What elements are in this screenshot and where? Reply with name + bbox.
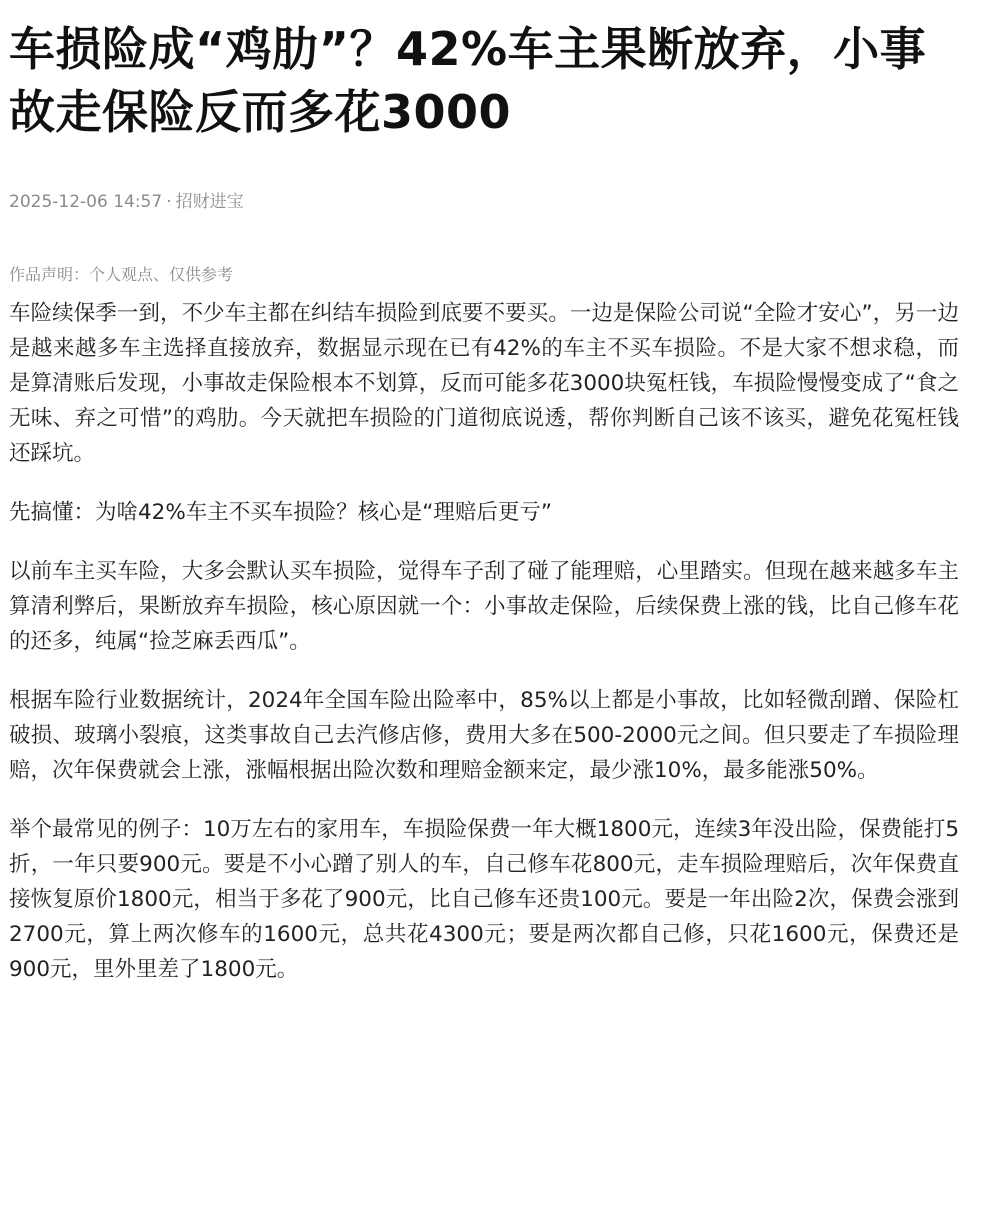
section-heading: 先搞懂：为啥42%车主不买车损险？核心是“理赔后更亏”	[9, 500, 553, 525]
paragraph-intro: 车险续保季一到，不少车主都在纠结车损险到底要不要买。一边是保险公司说“全险才安心”，另一边是越来越多车主选择直接放弃，数据显示现在已有42%的车主不买车损险。不是大家不想求稳，而是算清账后发现，小事故走保险根本不划算，反而可能多花3000块冤枉钱，车损险慢慢变成了“食之无味、弃之可惜”的鸡肋。今天就把车损险的门道彻底说透，帮你判断自己该不该买，避免花冤枉钱还踩坑。	[9, 301, 959, 466]
article-meta	[9, 190, 959, 214]
article-body	[9, 296, 959, 987]
paragraph: 举个最常见的例子：10万左右的家用车，车损险保费一年大概1800元，连续3年没出险，保费能打5折，一年只要900元。要是不小心蹭了别人的车，自己修车花800元，走车损险理赔后，次年保费直接恢复原价1800元，相当于多花了900元，比自己修车还贵100元。要是一年出险2次，保费会涨到2700元，算上两次修车的1600元，总共花4300元；要是两次都自己修，只花1600元，保费还是900元，里外里差了1800元。	[9, 817, 959, 982]
disclaimer: 作品声明：个人观点、仅供参考	[9, 265, 234, 284]
paragraph: 以前车主买车险，大多会默认买车损险，觉得车子刮了碰了能理赔，心里踏实。但现在越来越多车主算清利弊后，果断放弃车损险，核心原因就一个：小事故走保险，后续保费上涨的钱，比自己修车花的还多，纯属“捡芝麻丢西瓜”。	[9, 559, 959, 654]
paragraph: 根据车险行业数据统计，2024年全国车险出险率中，85%以上都是小事故，比如轻微刮蹭、保险杠破损、玻璃小裂痕，这类事故自己去汽修店修，费用大多在500-2000元之间。但只要走了车损险理赔，次年保费就会上涨，涨幅根据出险次数和理赔金额来定，最少涨10%，最多能涨50%。	[9, 688, 959, 783]
article	[9, 18, 959, 1011]
meta-separator: ·	[166, 192, 172, 212]
article-title: 车损险成“鸡肋”？42%车主果断放弃，小事故走保险反而多花3000	[9, 22, 927, 139]
publish-date: 2025-12-06 14:57	[9, 192, 163, 212]
author-name[interactable]: 招财进宝	[175, 192, 244, 212]
